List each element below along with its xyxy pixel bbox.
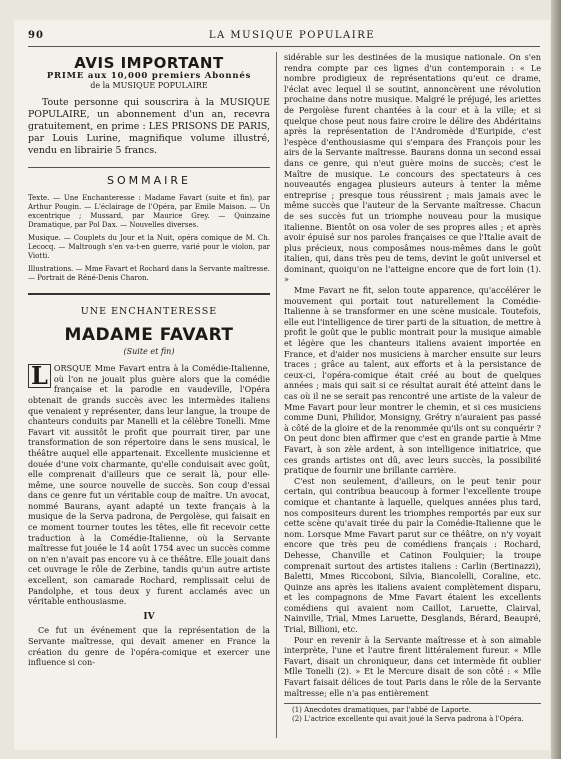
sommaire-texte: Texte. — Une Enchanteresse : Madame Favart (suite et fin), par Arthur Pougin. — L'éclairage de l'Opéra, par Emile Maison. — Un excentrique ; Mussard, par Maurice Grey. — Quinzaine Dramatique, par Pol Dax. — Nouvelles diverses. (28, 194, 270, 230)
article-subtitle: (Suite et fin) (123, 346, 175, 356)
article-body (28, 363, 270, 668)
scan-edge (551, 0, 561, 759)
sommaire-illustrations: Illustrations. — Mme Favart et Rochard dans la Servante maîtresse. — Portrait de Réné-Denis Charon. (28, 265, 270, 283)
article-paragraph: C'est non seulement, d'ailleurs, on le peut tenir pour certain, qui contribua beaucoup à former l'excellente troupe comique et chantante à laquelle, quelques années plus tard, nos compositeurs durent les triomphes remportés par eux sur cette scène qu'avait tirée du pair la Comédie-Italienne que le nom. Lorsque Mme Favart parut sur ce théâtre, on n'y voyait encore que très peu de comédiens français : Rochard, Dehesse, Chanville et Catinon Foulquier; la troupe comprenait surtout des artistes italiens : Carlin (Bertinazzi), Baletti, Mmes Riccoboni, Silvia, Biancolelli, Coraline, etc. Quinze ans après les italiens avaient complètement disparu, et les compagnons de Mme Favart étaient les excellents comédiens qui avaient nom Caillot, Laruette, Clairval, Nainville, Trial, Mmes Laruette, Desglands, Bérard, Beaupré, Trial, Billioni, etc. (284, 475, 541, 635)
page (14, 20, 550, 750)
page-number: 90 (28, 29, 44, 41)
article-paragraph: Mme Favart ne fit, selon toute apparence, qu'accélérer le mouvement qui portait tout naturellement la Comédie-Italienne à se transformer en une scène musicale. Toutefois, elle eut l'intelligence de tirer parti de la situation, de mettre à profit le goût que le public montrait pour la musique aimable et légère que les chanteurs italiens avaient importée en France, et d'aider nos musiciens à marcher ensuite sur leurs traces ; grâce au talent, aux efforts et à la persistance de ceux-ci, l'opéra-comique était créé au bout de quelques années ; mais qui sait si ce résultat aurait été atteint dans le cas où il ne se serait pas rencontré une artiste de la valeur de Mme Favart pour leur montrer le chemin, et si ces musiciens comme Duni, Philidor, Monsigny, Grétry n'auraient pas passé à côté de la gloire et de la renommée qu'ils ont su conquérir ? On peut donc bien affirmer que c'est en grande partie à Mme Favart, à son zèle ardent, à son intelligence initiatrice, que ces grands artistes ont dû, avec leurs succès, la possibilité pratique de fournir une brillante carrière. (284, 285, 541, 476)
article-title: MADAME FAVART (64, 324, 234, 345)
right-column (284, 52, 541, 742)
divider (28, 293, 270, 295)
sommaire-musique: Musique. — Couplets du Jour et la Nuit, opéra comique de M. Ch. Lecocq. — Maltrough s'en va-t-en guerre, varié pour le violon, par Viotti. (28, 234, 270, 261)
article-kicker: UNE ENCHANTERESSE (80, 306, 218, 318)
publication-title: LA MUSIQUE POPULAIRE (208, 29, 376, 41)
footnotes (284, 703, 541, 724)
divider (28, 167, 270, 168)
drop-cap: L (28, 364, 51, 388)
column-divider (276, 52, 277, 738)
sommaire-title: SOMMAIRE (107, 173, 191, 187)
article-paragraph: Pour en revenir à la Servante maîtresse et à son aimable interprète, l'une et l'autre firent littéralement fureur. « Mlle Favart, disait un chroniqueur, dans cet intermède fit oublier Mlle Tonelli (2). » Et le Mercure disait de son côté : « Mlle Favart faisait délices de tout Paris dans le rôle de la Servante maîtresse; elle n'a pas entièrement (284, 634, 541, 698)
avis-title: AVIS IMPORTANT (74, 54, 224, 72)
avis-body: Toute personne qui souscrira à la MUSIQUE POPULAIRE, un abonnement d'un an, recevra gratuitement, en prime : LES PRISONS DE PARIS, par Louis Lurine, magnifique volume illustré, vendu en librairie 5 francs. (28, 96, 270, 156)
footnote: (2) L'actrice excellente qui avait joué la Serva padrona à l'Opéra. (292, 715, 524, 724)
paragraph-text: ORSQUE Mme Favart entra à la Comédie-Italienne, où l'on ne jouait plus guère alors que la comédie française et la parodie en vaudeville, l'Opéra obtenait de grands succès avec les intermèdes italiens que venaient y représenter, dans leur langue, la troupe de chanteurs conduits par Manelli et la célèbre Tonelli. Mme Favart vit aussitôt le profit que pourrait tirer, par une transformation de son répertoire dans le sens musical, le théâtre auquel elle appartenait. Excellente musicienne et douée d'une voix charmante, qu'elle conduisait avec goût, elle comprenait d'ailleurs que ce serait là, pour elle-même, une source nouvelle de succès. Son coup d'essai dans ce genre fut un véritable coup de maître. Un avocat, nommé Baurans, ayant adapté un texte français à la musique de la Serva padrona, de Pergolèse, qui faisait en ce moment tourner toutes les têtes, elle fit recevoir cette traduction à la Comédie-Italienne, où la Servante maîtresse fut jouée le 14 août 1754 avec un succès comme on n'en n'avait pas encore vu à ce théâtre. Elle jouait dans cet ouvrage le rôle de Zerbine, tandis qu'un autre artiste excellent, son camarade Rochard, remplissait celui de Pandolphe, et tous deux y furent acclamés avec un véritable enthousiasme. (28, 363, 270, 607)
prime-line: PRIME aux 10,000 premiers Abonnés (46, 70, 252, 81)
article-paragraph: Ce fut un événement que la représentation de la Servante maîtresse, qui devait amener en France la création du genre de l'opéra-comique et exercer une influence si con- (28, 625, 270, 668)
article-body-continued (284, 52, 541, 698)
footnote: (1) Anecdotes dramatiques, par l'abbé de Laporte. (292, 706, 472, 715)
article-paragraph (28, 363, 270, 607)
article-paragraph: sidérable sur les destinées de la musique nationale. On s'en rendra compte par ces lignes d'un contemporain : « Le nombre prodigieux de représentations qu'eut ce drame, l'éclat avec lequel il se soutint, annoncèrent une révolution prochaine dans notre musique. Malgré le préjugé, les ariettes de Pergolèse furent chantées à la cour et à la ville; et si quelque chose peut nous faire croire le délire des Abdéritains après la représentation de l'Andromède d'Euripide, c'est l'espèce d'enthousiasme qui s'empara des François pour les airs de la Servante maîtresse. Baurans donna un second essai dans ce genre, qui n'eut guère moins de succès; c'est le Maître de musique. Le concours des spectateurs à ces nouveautés engagea plusieurs auteurs à tenter la même entreprise ; presque tous réussirent ; mais jamais avec le même succès que l'auteur de la Servante maîtresse. Chacun de ses succès fut un triomphe nouveau pour la musique italienne. Bientôt on osa voler de ses propres ailes ; et après avoir épuisé sur nos paroles françaises ce que l'Italie avait de plus précieux, nous composâmes nous-mêmes dans le goût italien, qui, dans très peu de tems, devint le goût universel et dominant, quoiqu'on ne l'atteigne encore que de fort loin (1). » (284, 52, 541, 285)
section-numeral: IV (143, 611, 155, 622)
page-header (28, 24, 540, 47)
prime-line-sub: de la MUSIQUE POPULAIRE (90, 81, 208, 91)
left-column (28, 52, 270, 742)
